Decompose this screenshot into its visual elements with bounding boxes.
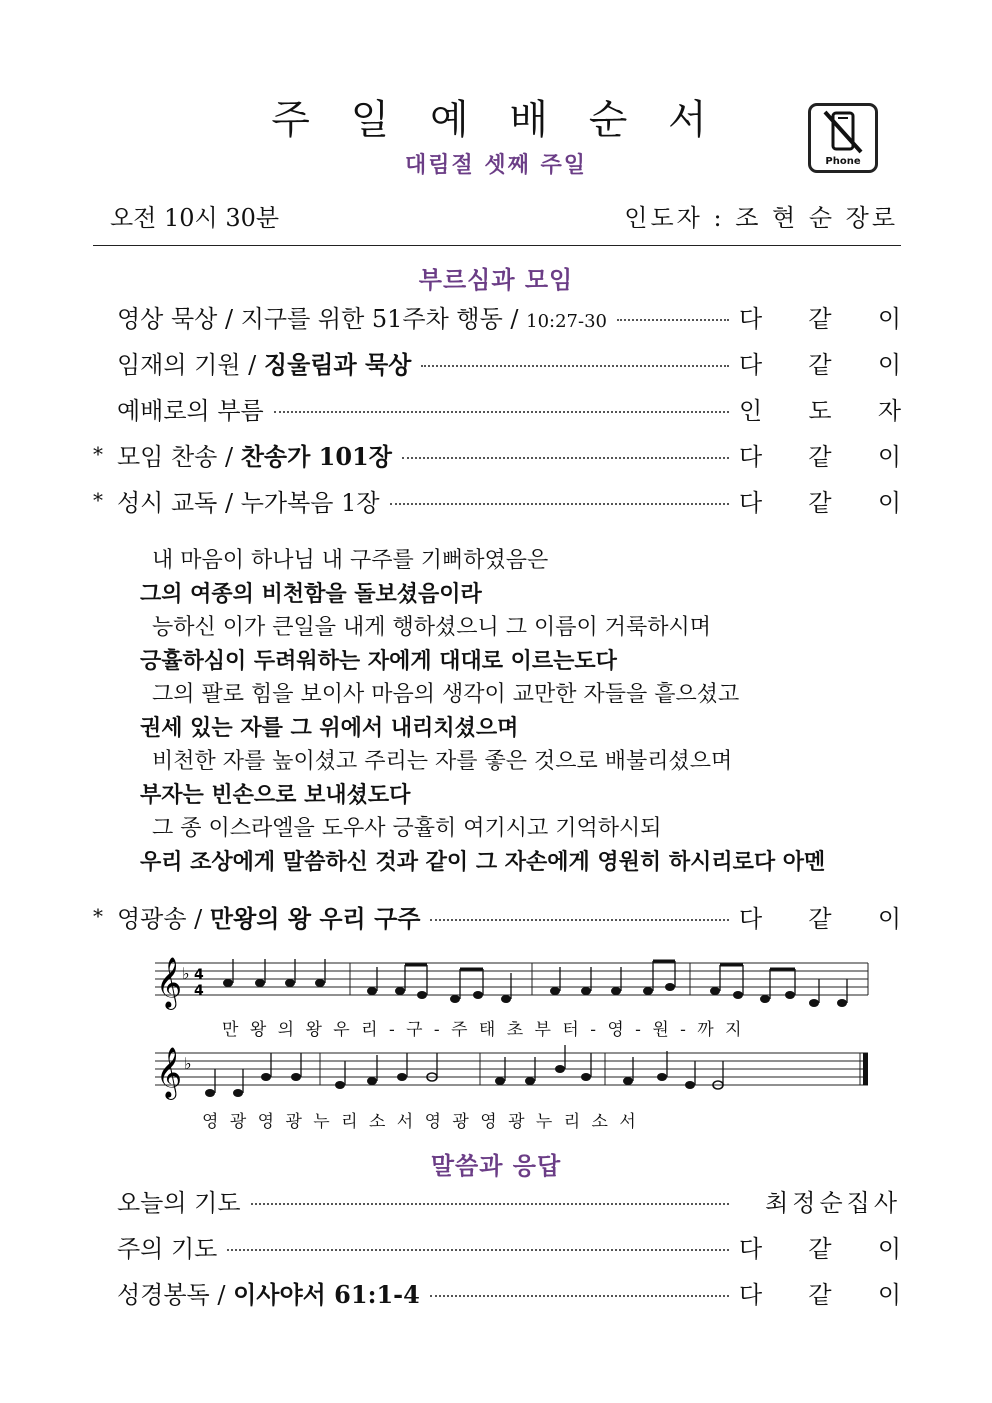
section-title-word: 말씀과 응답: [430, 1152, 562, 1180]
order-row: [93, 1228, 901, 1264]
order-label-bold: 찬송가 101장: [240, 441, 392, 471]
order-label-group: [117, 299, 613, 334]
order-label-bold: 징울림과 묵상: [263, 349, 412, 379]
verse-congregation: 긍휼하심이 두려워하는 자에게 대대로 이르는도다: [140, 648, 617, 674]
standing-mark: *: [93, 488, 103, 512]
time-sig-bottom: 4: [194, 983, 204, 999]
treble-clef-icon: 𝄞: [156, 1047, 183, 1098]
order-row: [93, 482, 901, 518]
leader-info: 인도자 : 조 현 순 장로: [624, 204, 898, 232]
leader-dots: [402, 457, 729, 459]
treble-clef-icon: 𝄞: [156, 957, 183, 1008]
section-title-gathering: 부르심과 모임: [418, 266, 574, 294]
order-performer: 다 같 이: [739, 488, 901, 517]
verse-leader: 그 종 이스라엘을 도우사 긍휼히 여기시고 기억하시되: [152, 816, 662, 841]
flat-icon: ♭: [182, 964, 190, 983]
lyrics-line-2: 영 광 영 광 누 리 소 서 영 광 영 광 누 리 소 서: [202, 1112, 639, 1132]
order-performer: 최정순집사: [765, 1188, 901, 1217]
order-label-group: [117, 483, 386, 518]
order-label-bold: 만왕의 왕 우리 구주: [209, 903, 421, 933]
notes-row-2: [205, 1065, 695, 1097]
order-label: 오늘의 기도: [117, 1188, 241, 1217]
order-performer: 다 같 이: [739, 904, 901, 933]
verse-leader: 비천한 자를 높이셨고 주리는 자를 좋은 것으로 배불리셨으며: [152, 749, 733, 774]
verse-leader: 능하신 이가 큰일을 내게 행하셨으니 그 이름이 거룩하시며: [152, 615, 712, 640]
order-label: 영상 묵상 / 지구를 위한 51주차 행동 /: [117, 304, 527, 333]
order-label: 모임 찬송 /: [117, 442, 241, 471]
order-label-group: [117, 345, 417, 380]
order-row: [93, 344, 901, 380]
verse-congregation: 그의 여종의 비천함을 돌보셨음이라: [140, 581, 482, 607]
order-label-group: [117, 1275, 426, 1310]
order-row: [93, 1274, 901, 1310]
music-staff-2: [150, 1045, 880, 1115]
phone-label: Phone: [825, 156, 861, 167]
order-label: 성시 교독 / 누가복음 1장: [117, 488, 380, 517]
order-label: 주의 기도: [117, 1234, 218, 1263]
time-sig-top: 4: [194, 967, 204, 983]
order-label-group: [117, 437, 398, 472]
page-title: 주 일 예 배 순 서: [271, 97, 721, 143]
leader-dots: [274, 411, 729, 413]
leader-dots: [617, 319, 729, 321]
order-row: [93, 436, 901, 472]
verse-leader: 그의 팔로 힘을 보이사 마음의 생각이 교만한 자들을 흩으셨고: [152, 682, 740, 707]
order-performer: 인 도 자: [739, 396, 901, 425]
page-subtitle: 대림절 셋째 주일: [404, 153, 588, 178]
order-label-ref: 10:27-30: [526, 310, 607, 332]
order-label: 영광송 /: [117, 904, 210, 933]
order-row: [93, 390, 901, 426]
order-row-gloria: [93, 898, 901, 934]
notes-row-1: [223, 979, 847, 1007]
order-label-group: [117, 1229, 223, 1264]
leader-dots: [430, 1295, 729, 1297]
leader-dots: [390, 503, 729, 505]
order-row: [93, 1182, 901, 1218]
leader-dots: [251, 1203, 729, 1205]
order-label-group: [117, 391, 270, 426]
order-label-group: [117, 1183, 247, 1218]
lyrics-line-1: 만 왕 의 왕 우 리 - 구 - 주 태 초 부 터 - 영 - 원 - 까 지: [222, 1020, 745, 1040]
order-label: 임재의 기원 /: [117, 350, 264, 379]
no-phone-icon: [808, 103, 878, 173]
order-performer: 다 같 이: [739, 350, 901, 379]
verse-congregation: 부자는 빈손으로 보내셨도다: [140, 782, 411, 808]
order-label-bold: 이사야서 61:1-4: [233, 1279, 420, 1309]
header-divider: [93, 245, 901, 246]
standing-mark: *: [93, 904, 103, 928]
service-time: 오전 10시 30분: [110, 204, 280, 232]
order-row: [93, 298, 901, 334]
leader-dots: [227, 1249, 729, 1251]
standing-mark: *: [93, 442, 103, 466]
leader-dots: [421, 365, 729, 367]
verse-congregation: 우리 조상에게 말씀하신 것과 같이 그 자손에게 영원히 하시리로다 아멘: [140, 849, 826, 875]
phone-crossed-icon: [811, 108, 875, 156]
verse-congregation: 권세 있는 자를 그 위에서 내리치셨으며: [140, 715, 519, 741]
order-label: 예배로의 부름: [117, 396, 264, 425]
order-performer: 다 같 이: [739, 1280, 901, 1309]
order-performer: 다 같 이: [739, 442, 901, 471]
flat-icon: ♭: [184, 1054, 192, 1073]
order-performer: 다 같 이: [739, 304, 901, 333]
verse-leader: 내 마음이 하나님 내 구주를 기뻐하였음은: [152, 548, 549, 573]
leader-dots: [430, 919, 729, 921]
order-label: 성경봉독 /: [117, 1280, 234, 1309]
order-performer: 다 같 이: [739, 1234, 901, 1263]
